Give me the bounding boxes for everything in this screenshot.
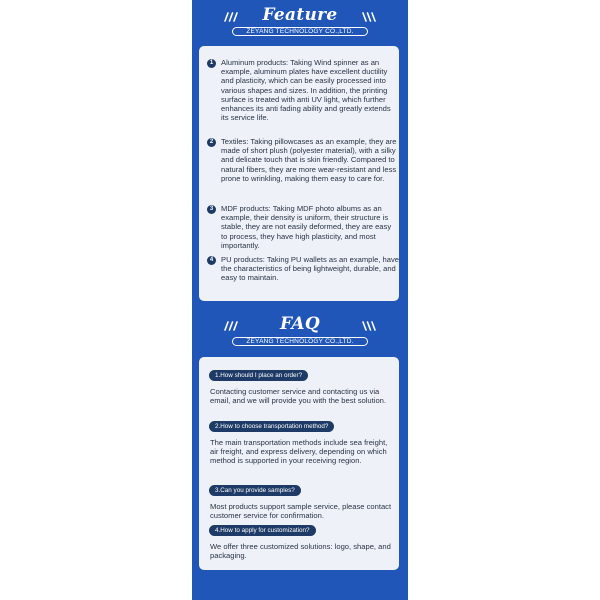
number-badge: 2 xyxy=(207,138,216,147)
number-badge: 3 xyxy=(207,205,216,214)
feature-header xyxy=(192,4,408,26)
feature-item-text: Aluminum products: Taking Wind spinner as an example, aluminum plates have excellent ductility and plasticity, which can be easily processed into various shapes and sizes. In addition, the printing surface is treated with anti UV light, which further enhances its anti fading ability and greatly extends its service life. xyxy=(221,58,391,123)
product-info-panel xyxy=(192,0,408,600)
faq-answer: Most products support sample service, please contact customer service for confirmation. xyxy=(210,502,392,521)
number-badge: 4 xyxy=(207,256,216,265)
faq-answer: We offer three customized solutions: logo, shape, and packaging. xyxy=(210,542,391,561)
feature-item xyxy=(207,255,399,285)
feature-title: Feature xyxy=(262,5,338,25)
feature-item xyxy=(207,58,391,138)
feature-item-text: MDF products: Taking MDF photo albums as an example, their density is uniform, their structure is stable, they are not easily deformed, they are easy to process, they have high plasticity, and most importantly. xyxy=(221,204,392,250)
feature-item-text: PU products: Taking PU wallets as an example, have the characteristics of being lightweight, durable, and easy to maintain. xyxy=(221,255,399,283)
faq-question-label: 3.Can you provide samples? xyxy=(209,485,301,496)
right-slashes-icon xyxy=(361,321,377,331)
number-badge: 1 xyxy=(207,59,216,68)
feature-item xyxy=(207,137,397,201)
faq-header xyxy=(192,313,408,335)
feature-item xyxy=(207,204,391,250)
right-slashes-icon xyxy=(361,12,377,22)
feature-item-text: Textiles: Taking pillowcases as an example, they are made of short plush (polyester material), with a silky and delicate touch that is skin friendly. Compared to natural fibers, they are more wear-resistant and less prone to wrinkling, making them easy to care for. xyxy=(221,137,397,183)
feature-company-name: ZEYANG TECHNOLOGY CO.,LTD. xyxy=(232,27,368,36)
feature-card xyxy=(199,46,399,301)
faq-answer: The main transportation methods include sea freight, air freight, and express delivery, depending on which method is supported in your receiving region. xyxy=(210,438,388,466)
faq-company-name: ZEYANG TECHNOLOGY CO.,LTD. xyxy=(232,337,368,346)
faq-question-label: 1.How should I place an order? xyxy=(209,370,308,381)
faq-question-label: 4.How to apply for customization? xyxy=(209,525,316,536)
faq-question-label: 2.How to choose transportation method? xyxy=(209,421,334,432)
faq-title: FAQ xyxy=(280,314,320,334)
faq-card xyxy=(199,357,399,570)
faq-answer: Contacting customer service and contacting us via email, and we will provide you with the best solution. xyxy=(210,387,387,406)
